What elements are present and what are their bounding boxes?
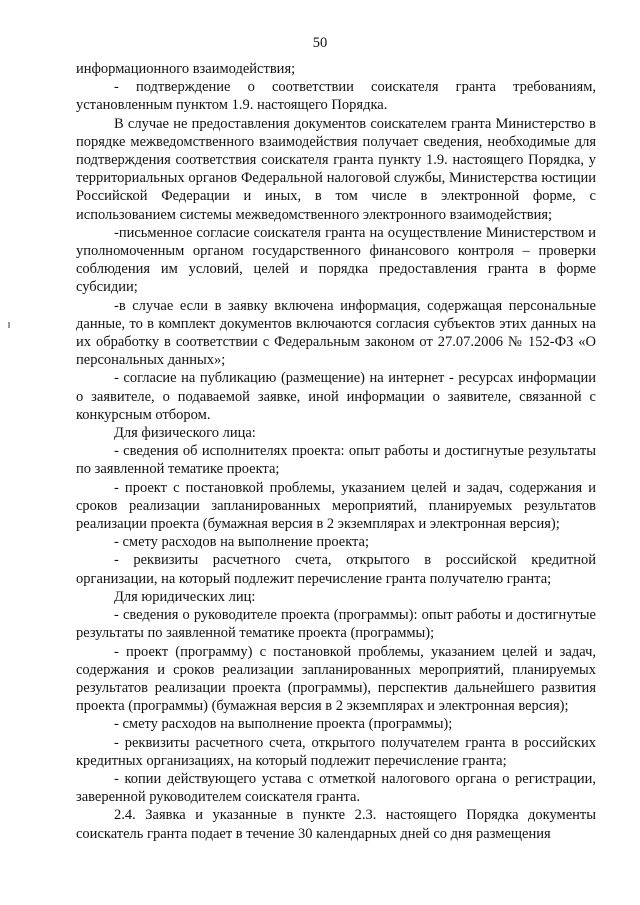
paragraph: Для юридических лиц:	[114, 588, 256, 605]
paragraph: Для физического лица:	[114, 425, 256, 442]
paragraph: - смету расходов на выполнение проекта (программы);	[114, 716, 453, 733]
paragraph: - копии действующего устава с отметкой налогового органа о регистрации, заверенной руководителем соискателя гранта.	[76, 770, 596, 806]
paragraph: - смету расходов на выполнение проекта;	[114, 534, 370, 551]
paragraph: - реквизиты расчетного счета, открытого в российской кредитной организации, на который подлежит перечисление гранта получателю гранта;	[76, 552, 596, 587]
paragraph: - согласие на публикацию (размещение) на интернет - ресурсах информации о заявителе, о подаваемой заявке, иной информации о заявителе, связанной с конкурсным отбором.	[76, 370, 596, 423]
scan-mark	[8, 322, 10, 328]
paragraph: - проект (программу) с постановкой проблемы, указанием целей и задач, содержания и сроков реализации запланированных мероприятий, планируемых результатов реализации проекта (программы), перспектив дальнейшего развития проекта (программы) (бумажная версия в 2 экземплярах и электронная версия);	[76, 643, 596, 715]
document-body	[76, 60, 596, 843]
paragraph: -письменное согласие соискателя гранта на осуществление Министерством и уполномоченным органом государственного финансового контроля – проверки соблюдения им условий, целей и порядка предоставления гранта в форме субсидии;	[76, 224, 596, 296]
paragraph: - сведения о руководителе проекта (программы): опыт работы и достигнутые результаты по заявленной тематике проекта (программы);	[76, 607, 596, 642]
paragraph: - реквизиты расчетного счета, открытого получателем гранта в российских кредитных организациях, на который подлежит перечисление гранта;	[76, 734, 596, 769]
page-number: 50	[312, 35, 328, 51]
paragraph: 2.4. Заявка и указанные в пункте 2.3. настоящего Порядка документы соискатель гранта подает в течение 30 календарных дней со дня размещения	[76, 807, 596, 842]
paragraph: В случае не предоставления документов соискателем гранта Министерство в порядке межведомственного взаимодействия получает сведения, необходимые для подтверждения соответствия соискателя гранта пункту 1.9. настоящего Порядка, у территориальных органов Федеральной налоговой службы, Министерства юстиции Российской Федерации и иных, в том числе в электронной форме, с использованием системы межведомственного электронного взаимодействия;	[76, 115, 596, 223]
paragraph: информационного взаимодействия;	[76, 61, 296, 77]
paragraph: - подтверждение о соответствии соискателя гранта требованиям, установленным пунктом 1.9. настоящего Порядка.	[76, 79, 596, 114]
paragraph: - сведения об исполнителях проекта: опыт работы и достигнутые результаты по заявленной тематике проекта;	[76, 443, 596, 478]
paragraph: -в случае если в заявку включена информация, содержащая персональные данные, то в комплект документов включаются согласия субъектов этих данных на их обработку в соответствии с Федеральным законом от 27.07.2006 № 152-ФЗ «О персональных данных»;	[76, 297, 596, 369]
paragraph: - проект с постановкой проблемы, указанием целей и задач, содержания и сроков реализации запланированных мероприятий, планируемых результатов реализации проекта (бумажная версия в 2 экземплярах и электронная версия);	[76, 479, 596, 533]
